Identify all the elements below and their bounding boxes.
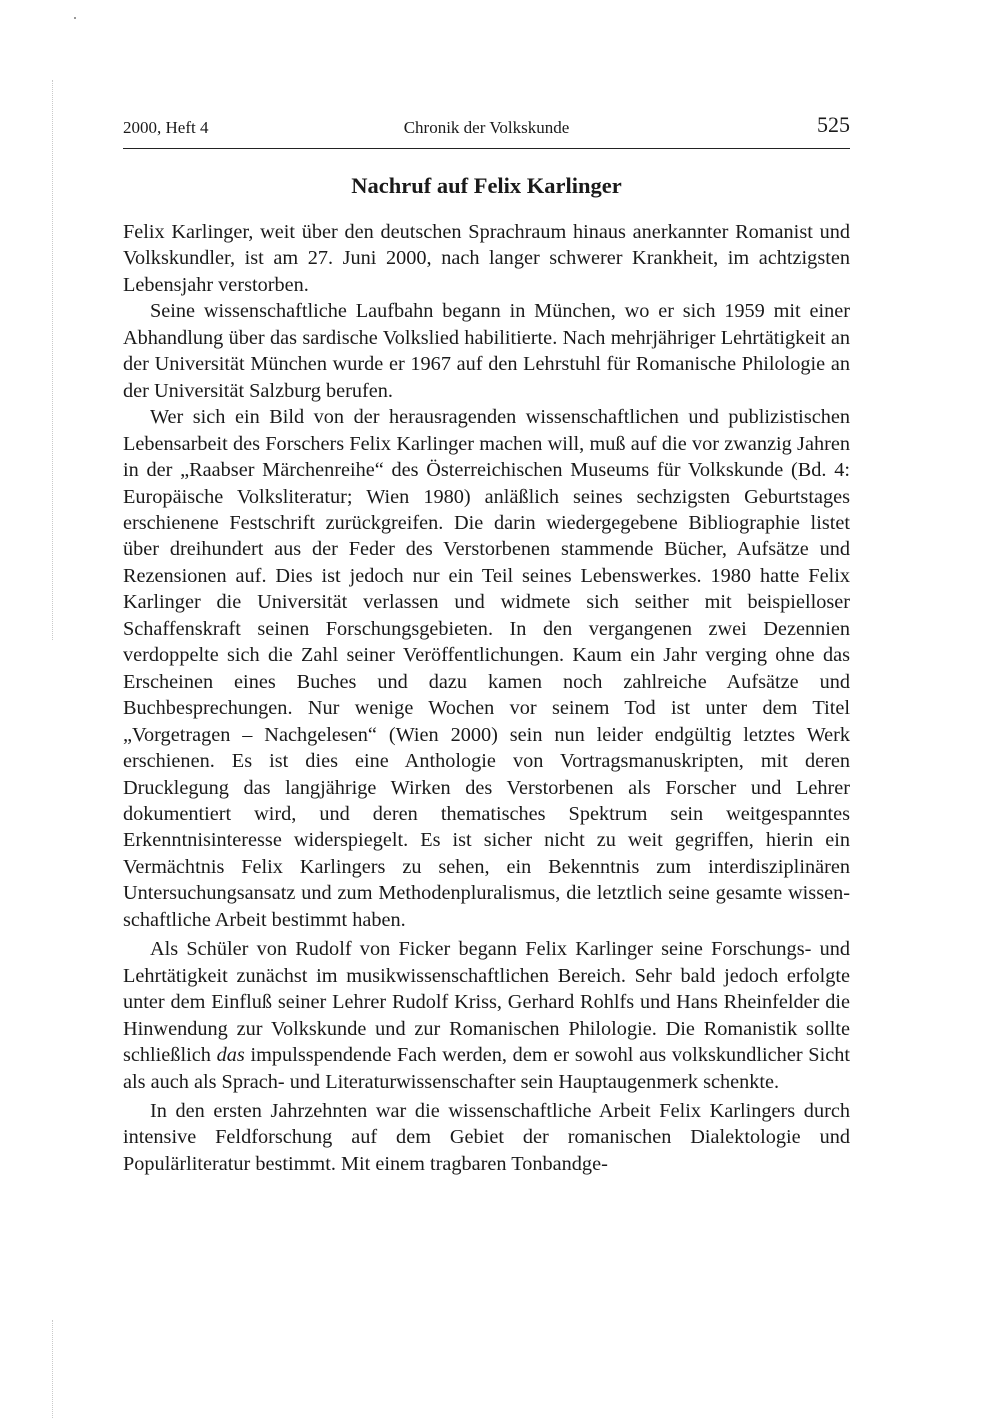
paragraph-2: Seine wissenschaftliche Laufbahn begann in München, wo er sich 1959 mit einer Abhandlung über das sardische Volkslied habilitierte. Nach mehrjähriger Lehrtätigkeit an der Universität München wurde er 1967 auf den Lehrstuhl für Romanische Philologie an der Universität Salzburg berufen. [123, 300, 850, 402]
journal-issue: 2000, Heft 4 [123, 118, 209, 137]
paragraph-3: Wer sich ein Bild von der herausragenden wissenschaftlichen und publizistischen Lebensarbeit des Forschers Felix Karlinger machen will, muß auf die vor zwanzig Jahren in der „Raabser Märchenreihe“ des Österreichischen Museums für Volkskunde (Bd. 4: Europäische Volksliteratur; Wien 1980) anläßlich seines sechzigsten Geburtstages erschienene Festschrift zurückgreifen. Die darin wiedergegebene Bibliographie listet über dreihundert aus der Feder des Verstorbenen stammende Bücher, Aufsätze und Rezensionen auf. Dies ist jedoch nur ein Teil seines Lebenswerkes. 1980 hatte Felix Karlinger die Universität verlassen und widmete sich seither mit beispielloser Schaffenskraft seinen Forschungsgebieten. In den vergangenen zwei Dezennien verdoppelte sich die Zahl seiner Veröffentlichungen. Kaum ein Jahr verging ohne das Erscheinen eines Buches und dazu kamen noch zahlreiche Aufsätze und Buchbesprechungen. Nur wenige Wochen vor seinem Tod ist unter dem Titel „Vorgetragen – Nachgelesen“ (Wien 2000) sein nun leider endgültig letztes Werk erschienen. Es ist dies eine Anthologie von Vortragsmanuskripten, mit deren Drucklegung das langjährige Wirken des Verstorbenen als Forscher und Lehrer dokumentiert wird, und deren thematisches Spektrum sein weitgespanntes Erkenntnisinteresse widerspiegelt. Es ist sicher nicht zu weit gegriffen, hierin ein Vermächtnis Felix Karlingers zu sehen, ein Bekenntnis zum interdisziplinären Untersuchungsansatz und zum Methodenpluralismus, die letztlich seine gesamte wissenschaftliche Arbeit bestimmt haben. [123, 406, 850, 931]
paragraph-4 [123, 936, 850, 1095]
scan-margin-artifact [52, 80, 53, 640]
scan-artifact-dot [74, 17, 76, 19]
scan-margin-artifact [52, 1320, 53, 1418]
paragraph-5: In den ersten Jahrzehnten war die wissenschaftliche Arbeit Felix Karlingers durch intensive Feldforschung auf dem Gebiet der romanischen Dialektologie und Populärliteratur bestimmt. Mit einem tragbaren Tonbandge- [123, 1099, 850, 1175]
page-number: 525 [817, 112, 850, 137]
header-divider [123, 148, 850, 149]
article-title: Nachruf auf Felix Karlinger [351, 173, 622, 198]
article-body [123, 219, 850, 1177]
emphasized-word: das [216, 1044, 245, 1067]
journal-section-title: Chronik der Volkskunde [403, 118, 570, 137]
running-header [123, 112, 850, 148]
paragraph-4-text-a: Als Schüler von Rudolf von Ficker begann Felix Karlinger seine Forschungs- und Lehrtätigkeit zunächst im musikwissenschaftlichen Bereich. Sehr bald jedoch erfolgte unter dem Einfluß seiner Lehrer Rudolf Kriss, Gerhard Rohlfs und Hans Rheinfelder die Hinwendung zur Volkskunde und zur Romanischen Philologie. Die Romanistik sollte schließlich [123, 938, 850, 1067]
paragraph-4-text-b: impulsspendende Fach werden, dem er sowohl aus volkskundlicher Sicht als auch als Sprach- und Literaturwissenschafter sein Hauptaugenmerk schenkte. [123, 1044, 850, 1093]
paragraph-1: Felix Karlinger, weit über den deutschen Sprachraum hinaus anerkannter Romanist und Volkskundler, ist am 27. Juni 2000, nach langer schwerer Krankheit, im achtzigsten Lebensjahr verstorben. [123, 221, 850, 296]
